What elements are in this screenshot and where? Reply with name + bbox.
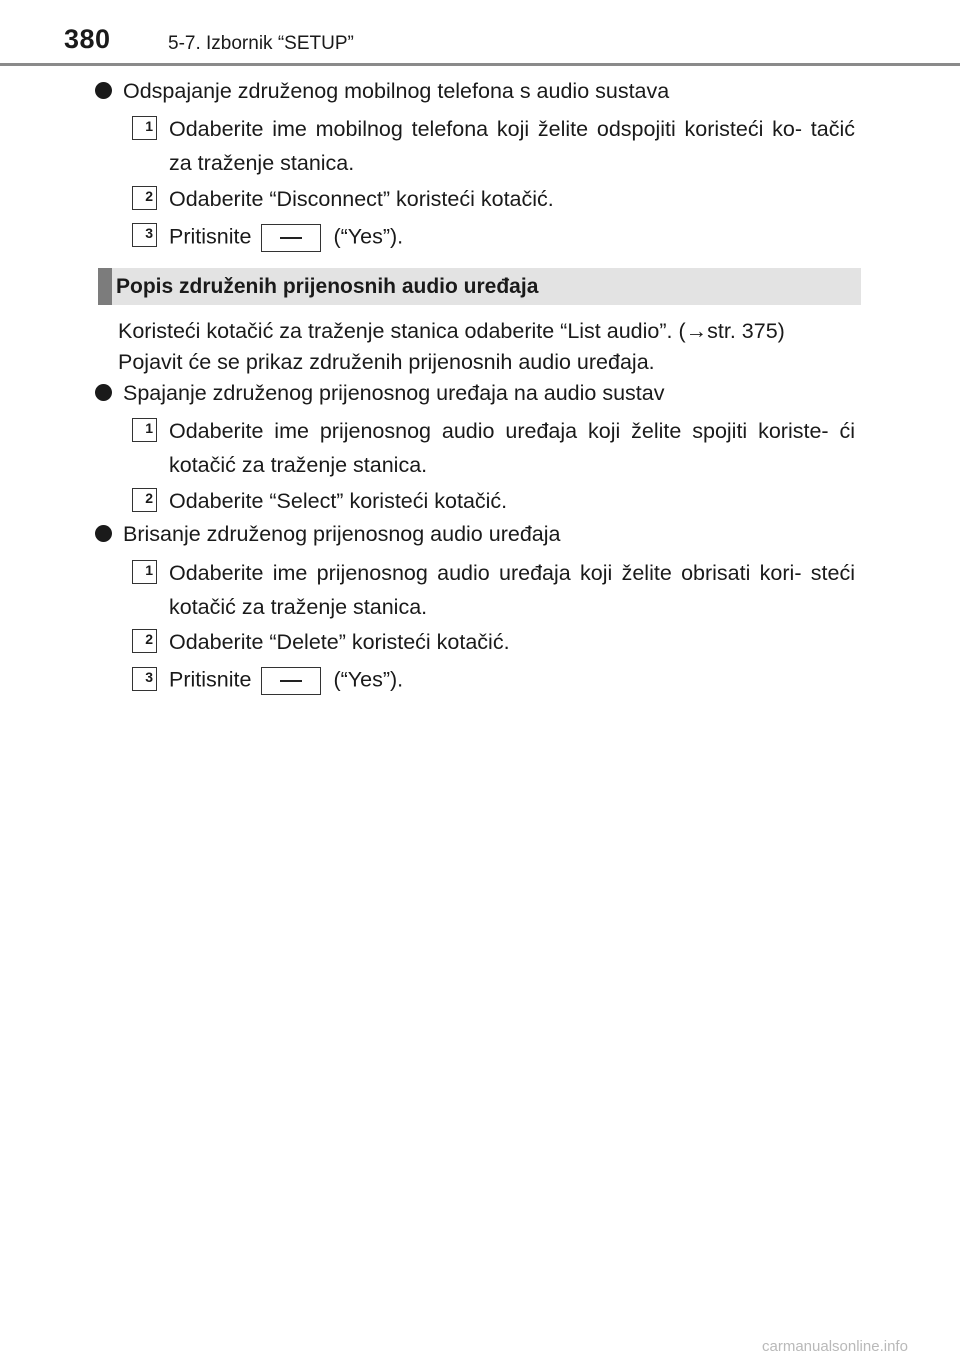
step-text: Odaberite “Delete” koristeći kotačić. bbox=[169, 630, 510, 654]
page-number: 380 bbox=[64, 24, 111, 54]
page-header bbox=[0, 0, 960, 66]
bullet-heading-connect-device bbox=[95, 381, 664, 406]
intro-line-2: Pojavit će se prikaz združenih prijenosnih audio uređaja. bbox=[118, 350, 655, 374]
step-number-badge: 2 bbox=[132, 629, 157, 653]
bullet-icon bbox=[95, 525, 112, 542]
bullet-heading-text: Brisanje združenog prijenosnog audio uređaja bbox=[123, 522, 561, 546]
bullet-heading-text: Odspajanje združenog mobilnog telefona s audio sustava bbox=[123, 79, 670, 103]
step-text: Odaberite “Disconnect” koristeći kotačić. bbox=[169, 187, 554, 211]
dash-key-icon bbox=[261, 224, 321, 252]
step-text: Odaberite ime mobilnog telefona koji želite odspojiti koristeći ko- tačić za traženje stanica. bbox=[169, 117, 855, 175]
step-number-badge: 1 bbox=[132, 560, 157, 584]
step-text: Odaberite ime prijenosnog audio uređaja koji želite obrisati kori- steći kotačić za traženje stanica. bbox=[169, 561, 855, 619]
bullet-heading-delete-device bbox=[95, 522, 560, 547]
step-text-post: (“Yes”). bbox=[333, 224, 404, 249]
step-number-badge: 3 bbox=[132, 223, 157, 247]
step-text bbox=[169, 667, 403, 695]
bullet-heading-text: Spajanje združenog prijenosnog uređaja na audio sustav bbox=[123, 381, 665, 405]
step-text bbox=[169, 224, 403, 252]
bullet-heading-disconnect-phone bbox=[95, 79, 669, 104]
step-number-badge: 3 bbox=[132, 667, 157, 691]
step-number-badge: 1 bbox=[132, 418, 157, 442]
step-text-pre: Pritisnite bbox=[169, 667, 252, 692]
section-title: 5-7. Izbornik “SETUP” bbox=[168, 33, 354, 54]
bullet-icon bbox=[95, 384, 112, 401]
dash-key-icon bbox=[261, 667, 321, 695]
step-number-badge: 2 bbox=[132, 488, 157, 512]
step-text-post: (“Yes”). bbox=[333, 667, 404, 692]
step-number-badge: 1 bbox=[132, 116, 157, 140]
banner-title: Popis združenih prijenosnih audio uređaja bbox=[116, 275, 539, 298]
intro-line-1: Koristeći kotačić za traženje stanica odaberite “List audio”. (→str. 375) bbox=[118, 319, 785, 343]
header-divider bbox=[0, 63, 960, 66]
step-text: Odaberite ime prijenosnog audio uređaja koji želite spojiti koriste- ći kotačić za traženje stanica. bbox=[169, 419, 855, 477]
bullet-icon bbox=[95, 82, 112, 99]
watermark: carmanualsonline.info bbox=[762, 1338, 908, 1355]
section-banner bbox=[98, 268, 861, 305]
step-number-badge: 2 bbox=[132, 186, 157, 210]
step-text-pre: Pritisnite bbox=[169, 224, 252, 249]
step-text: Odaberite “Select” koristeći kotačić. bbox=[169, 489, 508, 513]
